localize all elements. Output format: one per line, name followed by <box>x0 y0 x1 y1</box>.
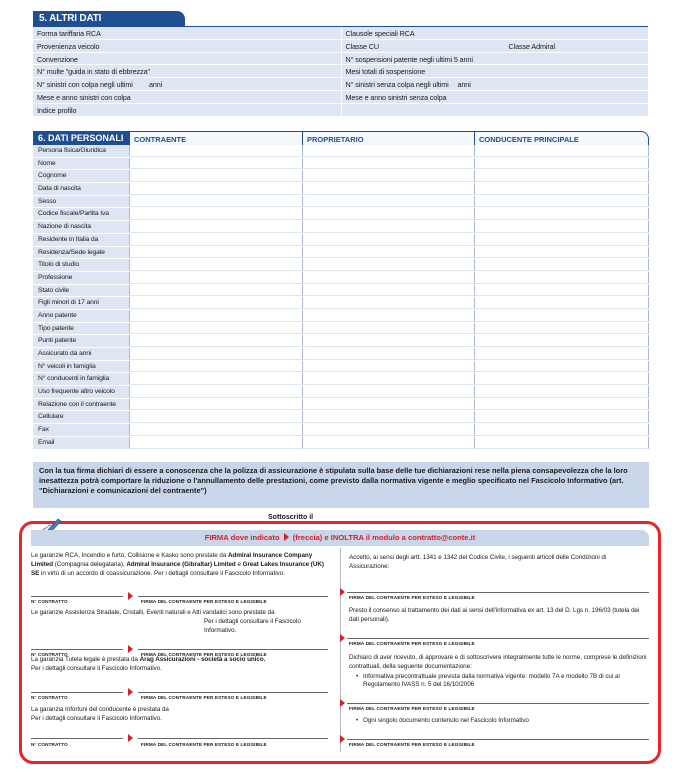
proprietario-cell[interactable] <box>302 361 474 373</box>
row-label: Stato civile <box>33 285 129 297</box>
section-6-rows <box>33 145 649 450</box>
section-5-field-left[interactable] <box>33 78 341 91</box>
conducente-cell[interactable] <box>474 399 649 411</box>
section-5-row <box>33 78 648 91</box>
row-label: Email <box>33 437 129 449</box>
rca-insurer-3: Great Lakes Insurance (UK) SE <box>31 560 324 577</box>
signature-label: FIRMA DEL CONTRAENTE PER ESTESO E LEGGIBILE <box>349 706 475 711</box>
rca-text-c: (Compagnia delegataria), <box>53 560 127 568</box>
section-5-row <box>33 27 648 40</box>
row-label: Residente in Italia da <box>33 234 129 246</box>
table-row <box>33 272 649 285</box>
field-label: Convenzione <box>37 54 78 64</box>
section-6-title: 6. DATI PERSONALI <box>33 131 129 145</box>
table-row <box>33 247 649 260</box>
contraente-cell[interactable] <box>129 259 302 271</box>
contraente-cell[interactable] <box>129 285 302 297</box>
table-row <box>33 424 649 437</box>
assistance-coverage-text <box>31 609 329 635</box>
proprietario-cell[interactable] <box>302 348 474 360</box>
contraente-cell[interactable] <box>129 386 302 398</box>
conducente-cell[interactable] <box>474 348 649 360</box>
conducente-cell[interactable] <box>474 361 649 373</box>
firma-instruction-part1: FIRMA dove indicato <box>204 533 280 542</box>
field-label: N° sinistri senza colpa negli ultimi <box>345 80 449 90</box>
contraente-cell[interactable] <box>129 208 302 220</box>
table-row <box>33 373 649 386</box>
field-label: Mesi totali di sospensione <box>345 67 426 77</box>
row-label: Cellulare <box>33 411 129 423</box>
contract-number-line[interactable] <box>31 738 123 739</box>
signature-label: FIRMA DEL CONTRAENTE PER ESTESO E LEGGIBILE <box>141 742 267 747</box>
sign-arrow-icon <box>340 735 345 743</box>
contract-number-label: N° CONTRATTO <box>31 599 68 604</box>
section-5-row <box>33 104 648 117</box>
proprietario-cell[interactable] <box>302 145 474 157</box>
table-row <box>33 386 649 399</box>
conducente-cell[interactable] <box>474 310 649 322</box>
section-5-field-left[interactable] <box>33 65 341 78</box>
field-label: Classe CU <box>345 41 379 51</box>
table-row <box>33 208 649 221</box>
contraente-cell[interactable] <box>129 437 302 449</box>
field-label: Provenienza veicolo <box>37 41 100 51</box>
rca-text-g: in virtù di un accordo di coassicurazione. Per i dettagli consultare il Fascicolo Informativo. <box>39 569 285 577</box>
table-row <box>33 399 649 412</box>
column-header-proprietario: PROPRIETARIO <box>302 131 474 145</box>
proprietario-cell[interactable] <box>302 399 474 411</box>
section-5-field-right[interactable] <box>341 27 649 40</box>
conducente-cell[interactable] <box>474 323 649 335</box>
signature-line[interactable] <box>138 692 328 693</box>
contraente-cell[interactable] <box>129 323 302 335</box>
signature-line[interactable] <box>347 638 649 639</box>
conducente-cell[interactable] <box>474 247 649 259</box>
field-label: N° sospensioni patente negli ultimi 5 anni <box>345 54 473 64</box>
table-row <box>33 297 649 310</box>
section-5-row <box>33 53 648 66</box>
row-label: Punti patente <box>33 335 129 347</box>
row-label: Relazione con il contraente <box>33 399 129 411</box>
row-label: N° conducenti in famiglia <box>33 373 129 385</box>
contraente-cell[interactable] <box>129 158 302 170</box>
conducente-cell[interactable] <box>474 221 649 233</box>
assistance-text-a: Le garanzie Assistenza Stradale, Cristalli, Eventi naturali e Atti vandalici sono prestate da <box>31 609 275 616</box>
contract-number-line[interactable] <box>31 596 123 597</box>
conducente-cell[interactable] <box>474 170 649 182</box>
contraente-cell[interactable] <box>129 297 302 309</box>
signature-line[interactable] <box>138 738 328 739</box>
section-5-title: 5. ALTRI DATI <box>33 11 185 26</box>
row-label: Cognome <box>33 170 129 182</box>
section-5-field-left[interactable] <box>33 104 341 117</box>
proprietario-cell[interactable] <box>302 310 474 322</box>
table-row <box>33 361 649 374</box>
proprietario-cell[interactable] <box>302 335 474 347</box>
conducente-cell[interactable] <box>474 158 649 170</box>
section-5-field-left[interactable] <box>33 27 341 40</box>
documentation-bullet-2: • Ogni singolo documento contenuto nel Fascicolo Informativo <box>363 717 647 726</box>
proprietario-cell[interactable] <box>302 158 474 170</box>
conducente-cell[interactable] <box>474 411 649 423</box>
contraente-cell[interactable] <box>129 373 302 385</box>
proprietario-cell[interactable] <box>302 234 474 246</box>
contraente-cell[interactable] <box>129 183 302 195</box>
conducente-cell[interactable] <box>474 285 649 297</box>
section-5-field-right[interactable] <box>341 53 649 66</box>
section-5-field-right[interactable] <box>341 40 649 53</box>
accident-text-b: Per i dettagli consultare il Fascicolo Informativo. <box>31 714 162 722</box>
contract-number-line[interactable] <box>31 692 123 693</box>
table-row <box>33 411 649 424</box>
conducente-cell[interactable] <box>474 272 649 284</box>
proprietario-cell[interactable] <box>302 208 474 220</box>
legal-insurer: Arag Assicurazioni - società a socio unico. <box>139 656 266 663</box>
table-row <box>33 437 649 450</box>
row-label: Anno patente <box>33 310 129 322</box>
signature-label: FIRMA DEL CONTRAENTE PER ESTESO E LEGGIBILE <box>141 652 267 657</box>
sign-arrow-icon <box>128 645 133 653</box>
proprietario-cell[interactable] <box>302 386 474 398</box>
signature-disclaimer: Con la tua firma dichiari di essere a conoscenza che la polizza di assicurazione è stipulata sulla base delle tue dichiarazioni rese nella piena consapevolezza che la loro inesattezza potrà comportare la riduzione o l'annullamento delle prestazioni, come previsto dalla normativa vigente e meglio specificato nel Fascicolo Informativo (art. "Dichiarazioni e comunicazioni del contraente") <box>33 462 649 508</box>
section-5-field-left[interactable] <box>33 53 341 66</box>
table-row <box>33 234 649 247</box>
section-5-field-right[interactable] <box>341 65 649 78</box>
section-5-field-left[interactable] <box>33 91 341 104</box>
proprietario-cell[interactable] <box>302 323 474 335</box>
conducente-cell[interactable] <box>474 234 649 246</box>
table-row <box>33 196 649 209</box>
contraente-cell[interactable] <box>129 272 302 284</box>
contract-number-label: N° CONTRATTO <box>31 695 68 700</box>
section-5-row <box>33 40 648 53</box>
privacy-consent-text: Presto il consenso al trattamento dei dati ai sensi dell'informativa ex art. 13 del D. Lgs n. 196/03 (tutela dei dati personali). <box>349 607 640 623</box>
accept-articles-text: Accetto, ai sensi degli artt. 1341 e 1342 del Codice Civile, i seguenti articoli delle Condizioni di Assicurazione: <box>349 554 607 570</box>
contraente-cell[interactable] <box>129 411 302 423</box>
proprietario-cell[interactable] <box>302 411 474 423</box>
contract-number-label: N° CONTRATTO <box>31 652 68 657</box>
conducente-cell[interactable] <box>474 335 649 347</box>
row-label: Fax <box>33 424 129 436</box>
contraente-cell[interactable] <box>129 145 302 157</box>
accident-coverage-text <box>31 706 329 724</box>
table-row <box>33 158 649 171</box>
row-label: Tipo patente <box>33 323 129 335</box>
signature-label: FIRMA DEL CONTRAENTE PER ESTESO E LEGGIBILE <box>349 742 475 747</box>
assistance-text-b: Per i dettagli consultare il Fascicolo Informativo. <box>204 617 301 634</box>
field-label: Indice profilo <box>37 105 77 115</box>
contract-number-line[interactable] <box>31 649 123 650</box>
legal-coverage-text <box>31 656 329 674</box>
sign-arrow-icon <box>128 592 133 600</box>
proprietario-cell[interactable] <box>302 221 474 233</box>
field-label: Forma tariffaria RCA <box>37 29 101 38</box>
sign-arrow-icon <box>340 588 345 596</box>
contraente-cell[interactable] <box>129 170 302 182</box>
table-row <box>33 145 649 158</box>
row-label: Sesso <box>33 196 129 208</box>
section-5-field-right[interactable] <box>341 104 649 117</box>
row-label: Residenza/Sede legale <box>33 247 129 259</box>
table-row <box>33 221 649 234</box>
field-sublabel: anni <box>149 80 163 90</box>
contraente-cell[interactable] <box>129 310 302 322</box>
contract-number-label: N° CONTRATTO <box>31 742 68 747</box>
rca-insurer-2: Admiral Insurance (Gibraltar) Limited <box>126 560 236 568</box>
field-label: Mese e anno sinistri senza colpa <box>345 92 447 102</box>
row-label: Titolo di studio <box>33 259 129 271</box>
proprietario-cell[interactable] <box>302 170 474 182</box>
signature-label: FIRMA DEL CONTRAENTE PER ESTESO E LEGGIBILE <box>349 595 475 600</box>
table-row <box>33 259 649 272</box>
contraente-cell[interactable] <box>129 348 302 360</box>
row-label: Nome <box>33 158 129 170</box>
row-label: Nazione di nascita <box>33 221 129 233</box>
table-row <box>33 170 649 183</box>
section-5-grid <box>33 26 648 117</box>
contraente-cell[interactable] <box>129 399 302 411</box>
proprietario-cell[interactable] <box>302 247 474 259</box>
table-row <box>33 310 649 323</box>
table-row <box>33 285 649 298</box>
rca-text-a: Le garanzie RCA, Incendio e furto, Collisione e Kasko sono prestate da <box>31 552 229 559</box>
accident-text-a: La garanzia Infortuni del conducente è prestata da <box>31 706 169 713</box>
contraente-cell[interactable] <box>129 424 302 436</box>
signature-label: FIRMA DEL CONTRAENTE PER ESTESO E LEGGIBILE <box>349 641 475 646</box>
field-label: Clausole speciali RCA <box>345 29 415 38</box>
rca-insurer-1: Admiral Insurance Company Limited <box>31 552 313 568</box>
section-6-header <box>33 131 649 145</box>
section-5-row <box>33 91 648 104</box>
table-row <box>33 323 649 336</box>
red-arrow-icon <box>284 533 289 541</box>
table-row <box>33 348 649 361</box>
proprietario-cell[interactable] <box>302 285 474 297</box>
conducente-cell[interactable] <box>474 196 649 208</box>
documentation-bullet-2-wrap <box>363 717 647 726</box>
signature-line[interactable] <box>347 703 649 704</box>
row-label: Codice fiscale/Partita Iva <box>33 208 129 220</box>
signature-label: FIRMA DEL CONTRAENTE PER ESTESO E LEGGIBILE <box>141 599 267 604</box>
conducente-cell[interactable] <box>474 424 649 436</box>
firma-instruction-part2: (freccia) e INOLTRA il modulo a contratto@conte.it <box>292 533 476 542</box>
field-label: N° sinistri con colpa negli ultimi <box>37 80 133 90</box>
conducente-cell[interactable] <box>474 259 649 271</box>
column-header-contraente: CONTRAENTE <box>129 131 302 145</box>
firma-instruction <box>31 530 649 546</box>
signature-line[interactable] <box>347 592 649 593</box>
sign-arrow-icon <box>128 688 133 696</box>
signature-line[interactable] <box>347 739 649 740</box>
row-label: Persona fisica/Giuridica <box>33 145 129 157</box>
proprietario-cell[interactable] <box>302 297 474 309</box>
sign-arrow-icon <box>128 734 133 742</box>
column-header-conducente: CONDUCENTE PRINCIPALE <box>474 131 649 145</box>
row-label: N° veicoli in famiglia <box>33 361 129 373</box>
section-5-field-left[interactable] <box>33 40 341 53</box>
contraente-cell[interactable] <box>129 335 302 347</box>
signature-line[interactable] <box>138 649 328 650</box>
contraente-cell[interactable] <box>129 247 302 259</box>
conducente-cell[interactable] <box>474 297 649 309</box>
conducente-cell[interactable] <box>474 386 649 398</box>
sottoscritto-label: Sottoscritto il <box>268 514 314 521</box>
contraente-cell[interactable] <box>129 234 302 246</box>
proprietario-cell[interactable] <box>302 183 474 195</box>
proprietario-cell[interactable] <box>302 437 474 449</box>
contraente-cell[interactable] <box>129 196 302 208</box>
sign-arrow-icon <box>340 699 345 707</box>
legal-text-c: Per i dettagli consultare il Fascicolo Informativo. <box>31 664 162 672</box>
conducente-cell[interactable] <box>474 183 649 195</box>
field-sublabel: anni <box>457 80 471 90</box>
section-5-row <box>33 65 648 78</box>
proprietario-cell[interactable] <box>302 272 474 284</box>
documentation-text <box>349 654 647 690</box>
row-label: Professione <box>33 272 129 284</box>
field-sublabel: Classe Admiral <box>508 41 556 51</box>
section-5-field-right[interactable] <box>341 91 649 104</box>
table-row <box>33 183 649 196</box>
proprietario-cell[interactable] <box>302 259 474 271</box>
contraente-cell[interactable] <box>129 221 302 233</box>
row-label: Data di nascita <box>33 183 129 195</box>
field-label: Mese e anno sinistri con colpa <box>37 92 131 102</box>
section-5-field-right[interactable] <box>341 78 649 91</box>
row-label: Assicurato da anni <box>33 348 129 360</box>
contraente-cell[interactable] <box>129 361 302 373</box>
documentation-intro: Dichiaro di aver ricevuto, di approvare e di sottoscrivere integralmente tutte le norme, comprese le definizioni contrattuali, della seguente documentazione: <box>349 654 647 670</box>
conducente-cell[interactable] <box>474 208 649 220</box>
signature-label: FIRMA DEL CONTRAENTE PER ESTESO E LEGGIBILE <box>141 695 267 700</box>
field-label: N° multe "guida in stato di ebbrezza" <box>37 67 150 77</box>
table-row <box>33 335 649 348</box>
row-label: Figli minori di 17 anni <box>33 297 129 309</box>
rca-coverage-text <box>31 552 329 578</box>
proprietario-cell[interactable] <box>302 424 474 436</box>
proprietario-cell[interactable] <box>302 196 474 208</box>
column-divider <box>340 548 341 752</box>
legal-text-a: La garanzia Tutela legale è prestata da <box>31 656 140 663</box>
rca-text-e: e <box>235 560 243 568</box>
section-6-table <box>33 131 649 450</box>
proprietario-cell[interactable] <box>302 373 474 385</box>
documentation-bullet-1: • Informativa precontrattuale prevista dalla normativa vigente: modello 7A e modello 7B di cui al Regolamento IVASS n. 5 del 16/10/2006 <box>363 673 647 691</box>
conducente-cell[interactable] <box>474 437 649 449</box>
signature-line[interactable] <box>138 596 328 597</box>
sign-arrow-icon <box>340 634 345 642</box>
conducente-cell[interactable] <box>474 145 649 157</box>
conducente-cell[interactable] <box>474 373 649 385</box>
row-label: Uso frequente altro veicolo <box>33 386 129 398</box>
